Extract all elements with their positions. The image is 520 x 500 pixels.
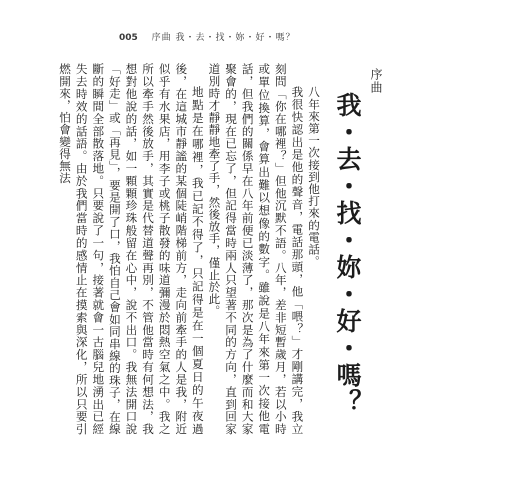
chapter-title: 我・去・找・妳・好・嗎？ <box>333 92 362 416</box>
section-label: 序曲 <box>369 68 383 94</box>
paragraph: 地點是在哪裡，我已記不得了，只記得是在一個夏日的午夜過後，在這城市靜謐的某個陡峭階梯前方，走向前牽手的人是我，附近似乎有水果店，用李子或桃子散發的味道彌漫於悶熱空氣之中。我之所以牽手然後放手，其實是代替道聲再別，不管他當時有何想法，我想對他說的話，如一顆顆珍珠般留在心中，說不出口。我無法開口說「好走」或「再見」，要是開了口，我怕自己會如同串線的珠子，在線斷的瞬間全部散落地。只要說了一句，接著就會一古腦兒地湧出已經失去時效的話語。由於我們當時的感情止在摸索與深化，所以只要引燃開來，怕會變得無法 <box>58 63 205 435</box>
paragraph: 我很快認出是他的聲音，電話那頭，他「喂？」才剛講完，我立刻問「你在哪裡？」但他沉默不語。八年，差非短暫歲月，若以小時或單位換算，會算出難以想像的數字。雖說是八年來第一次接他電話，但我們的關係早在八年前便已淡薄了，那次是為了什麼而和大家聚會的，現在已忘了，但記得當時兩人只望著不同的方向，直到回家道別時才靜靜地牽了手，然後放手，僅止於此。 <box>207 63 305 435</box>
paragraph: 八年來第一次接到他打來的電話。 <box>307 86 321 268</box>
page-number: 005 <box>119 33 138 43</box>
running-title: 序曲 我・去・找・妳・好・嗎？ <box>151 33 296 43</box>
running-header <box>119 30 296 46</box>
body-text <box>58 63 322 435</box>
